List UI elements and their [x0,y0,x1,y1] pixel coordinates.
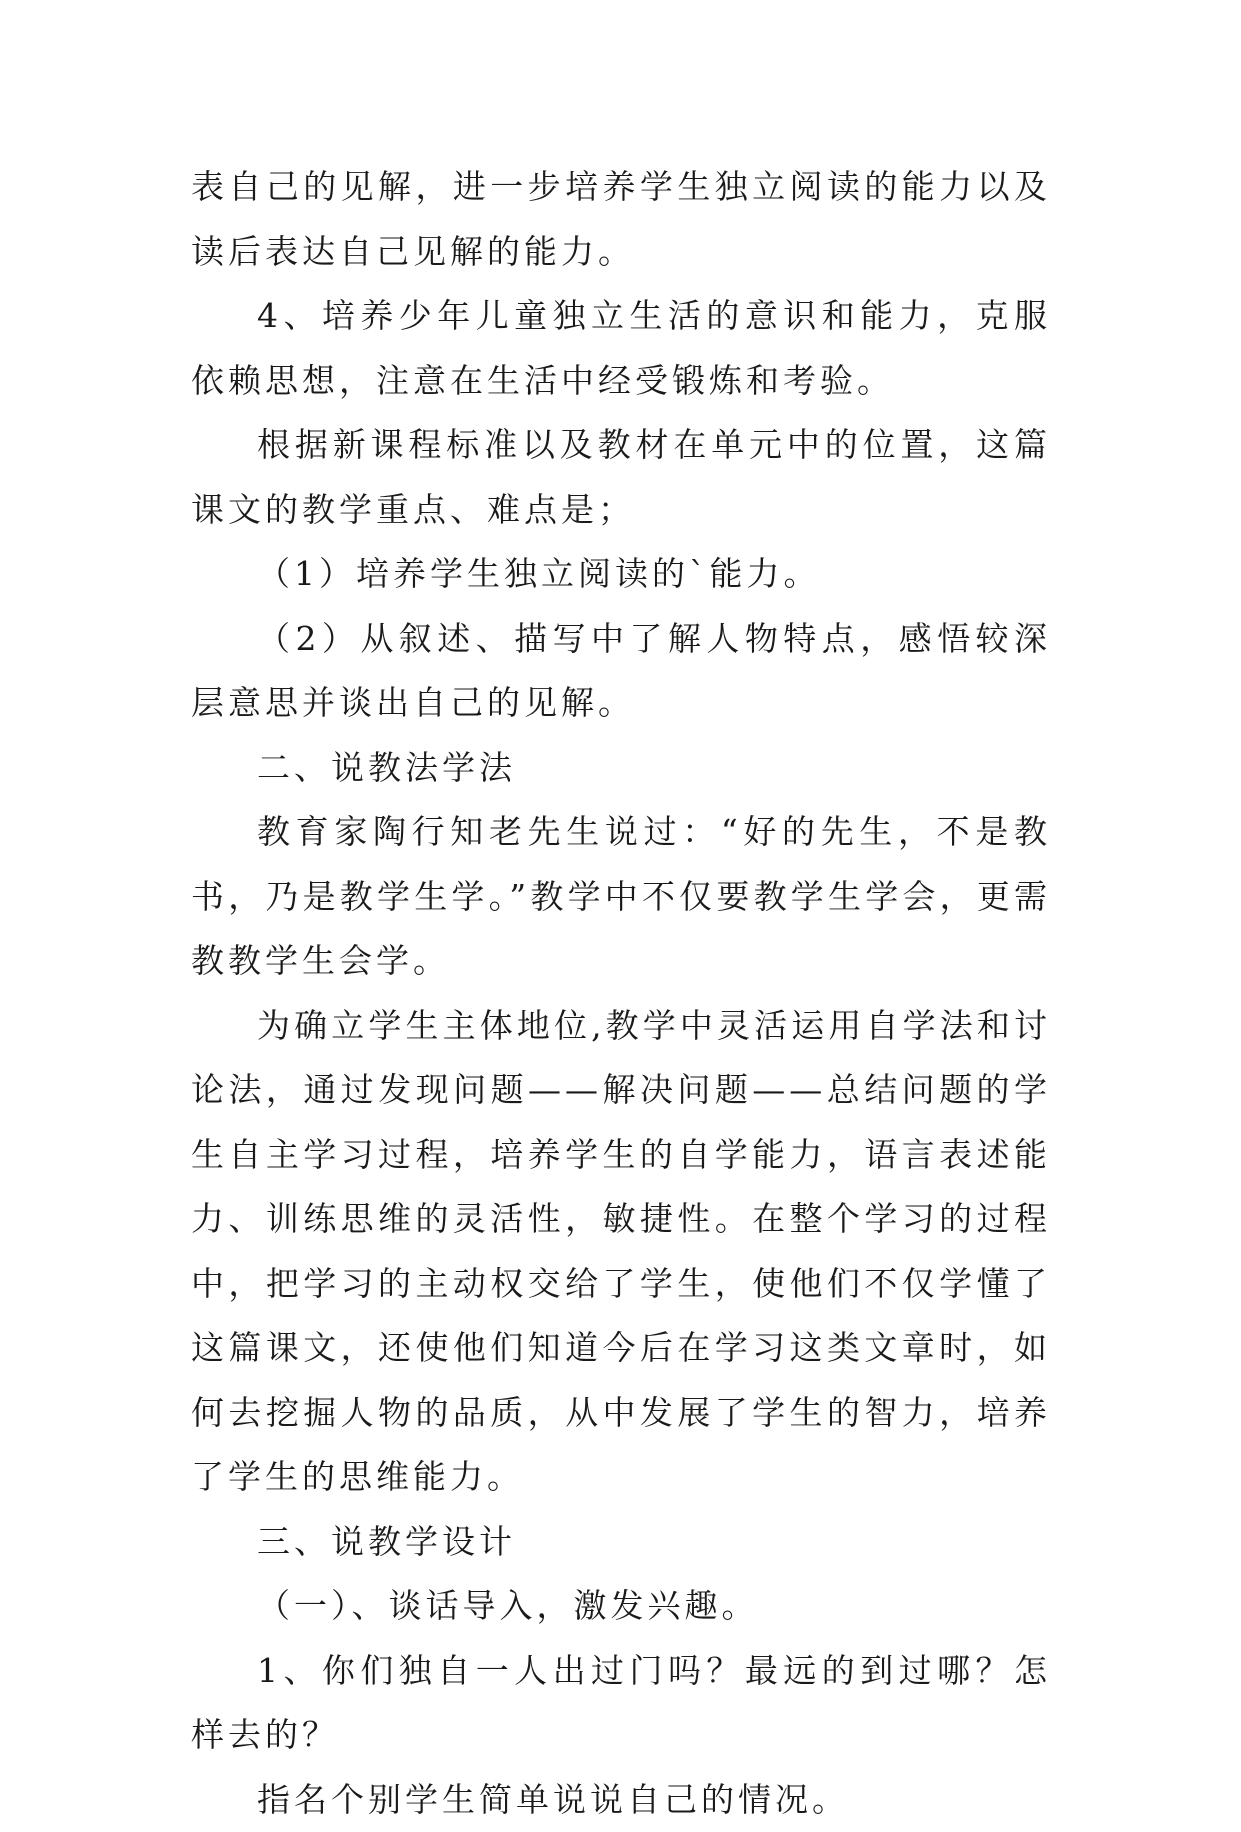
section-heading-teaching-methods: 二、说教法学法 [191,736,1051,801]
paragraph-student-sharing: 指名个别学生简单说说自己的情况。 [191,1768,1051,1832]
paragraph-key-point-2: （2）从叙述、描写中了解人物特点，感悟较深层意思并谈出自己的见解。 [191,607,1051,736]
paragraph-question-1: 1、你们独自一人出过门吗？最远的到过哪？怎样去的？ [191,1639,1051,1768]
paragraph-continuation: 表自己的见解，进一步培养学生独立阅读的能力以及读后表达自己见解的能力。 [191,155,1051,284]
paragraph-quote: 教育家陶行知老先生说过：“好的先生，不是教书，乃是教学生学。”教学中不仅要教学生学会，更需教教学生会学。 [191,800,1051,994]
subsection-heading-introduction: （一）、谈话导入，激发兴趣。 [191,1574,1051,1639]
paragraph-key-point-1: （1）培养学生独立阅读的`能力。 [191,542,1051,607]
paragraph-methods-detail: 为确立学生主体地位,教学中灵活运用自学法和讨论法，通过发现问题——解决问题——总结问题的学生自主学习过程，培养学生的自学能力，语言表述能力、训练思维的灵活性，敏捷性。在整个学习的过程中，把学习的主动权交给了学生，使他们不仅学懂了这篇课文，还使他们知道今后在学习这类文章时，如何去挖掘人物的品质，从中发展了学生的智力，培养了学生的思维能力。 [191,994,1051,1510]
section-heading-teaching-design: 三、说教学设计 [191,1510,1051,1575]
paragraph-key-points-intro: 根据新课程标准以及教材在单元中的位置，这篇课文的教学重点、难点是； [191,413,1051,542]
paragraph-objective-4: 4、培养少年儿童独立生活的意识和能力，克服依赖思想，注意在生活中经受锻炼和考验。 [191,284,1051,413]
document-body [191,155,1051,1832]
